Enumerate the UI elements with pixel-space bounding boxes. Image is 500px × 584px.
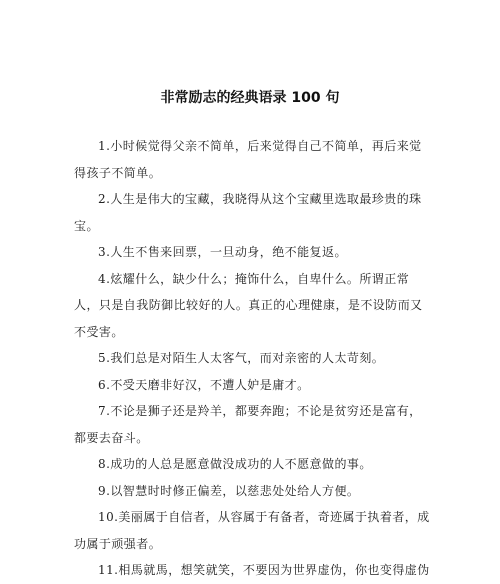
quote-item: 8.成功的人总是愿意做没成功的人不愿意做的事。 [98,457,372,471]
document-title: 非常励志的经典语录 100 句 [160,90,340,106]
quote-item: 6.不受天磨非好汉，不遭人妒是庸才。 [98,377,310,392]
quote-item: 10.美丽属于自信者，从容属于有备者，奇迹属于执着者，成功属于顽强者。 [74,510,430,551]
quote-item: 1.小时候觉得父亲不简单，后来觉得自己不简单，再后来觉得孩子不简单。 [74,139,422,180]
quote-item: 2.人生是伟大的宝藏，我晓得从这个宝藏里选取最珍贵的珠宝。 [74,192,422,233]
quote-item: 5.我们总是对陌生人太客气，而对亲密的人太苛刻。 [98,351,385,365]
quote-item: 3.人生不售来回票，一旦动身，绝不能复返。 [98,245,347,259]
quote-item: 4.炫耀什么，缺少什么；掩饰什么，自卑什么。所谓正常人，只是自我防御比较好的人。真正的心理健康，是不设防而又不受害。 [74,271,423,339]
quote-list [74,133,432,584]
quote-item: 11.相馬就馬，想笑就笑，不要因为世界虚伪，你也变得虚伪 [98,563,430,577]
quote-item: 9.以智慧时时修正偏差，以慈悲处处给人方便。 [98,483,360,498]
quote-item: 7.不论是狮子还是羚羊，都要奔跑；不论是贫穷还是富有，都要去奋斗。 [74,404,422,445]
